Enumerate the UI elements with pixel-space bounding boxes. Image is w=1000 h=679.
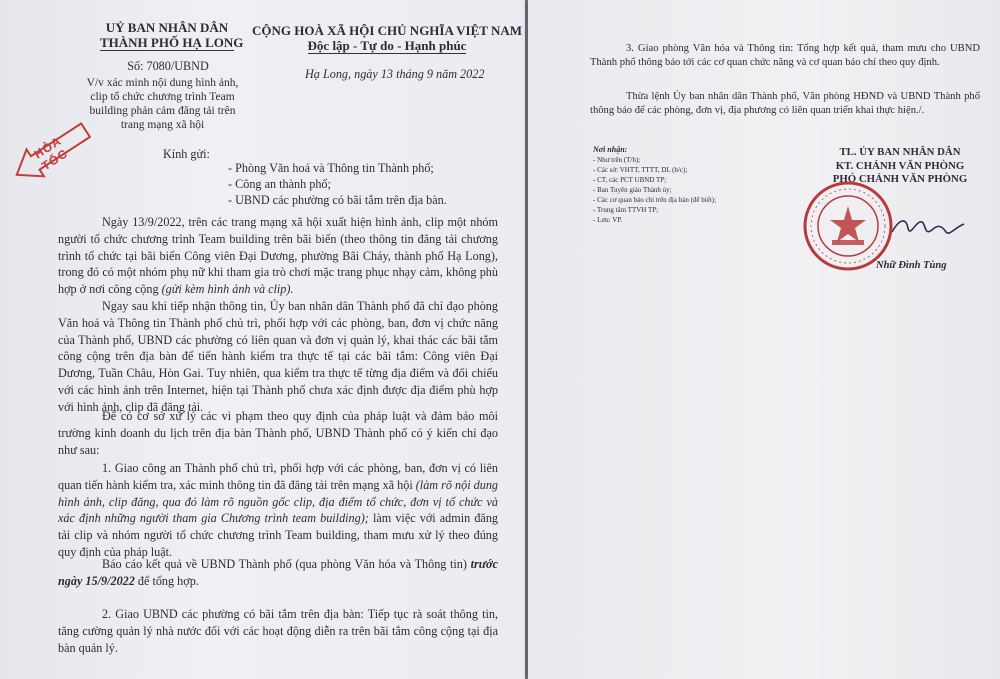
paragraph-8: Thừa lệnh Ủy ban nhân dân Thành phố, Văn phòng HĐND và UBND Thành phố thông báo để các phòng, đơn vị, địa phương có liên quan triển khai thực hiện./. [590, 91, 980, 116]
paragraph-3: Để có cơ sở xử lý các vi phạm theo quy định của pháp luật và đảm bảo môi trường kinh doanh du lịch trên địa bàn Thành phố, UBND Thành phố có ý kiến chỉ đạo như sau: [58, 409, 498, 457]
recipients-item: - Các sở: VHTT, TTTT, DL (b/c); [593, 166, 688, 174]
paragraph-2: Ngay sau khi tiếp nhận thông tin, Ủy ban nhân dân Thành phố đã chỉ đạo phòng Văn hoá và Thông tin Thành phố chủ trì, phối hợp với các phòng, ban, đơn vị chức năng của Thành phố, UBND các phường có liên quan và đơn vị quản lý, khai thác các bãi tắm công cộng trên địa bàn để tiến hành kiểm tra thực tế tại các bãi tắm: Công viên Đại Dương, Tuần Châu, Hòn Gai. Tuy nhiên, qua kiểm tra thực tế từng địa điểm và đối chiếu với các hình ảnh trên Internet, hiện tại Thành phố chưa xác định được địa điểm phù hợp với hình ảnh, clip đã đăng tải. [58, 299, 498, 414]
subject-line: building phản cảm đăng tải trên [89, 105, 236, 117]
recipients-item: - Trung tâm TTVH TP; [593, 206, 659, 214]
signature-line: PHÓ CHÁNH VĂN PHÒNG [832, 173, 968, 185]
place-date: Hạ Long, ngày 13 tháng 9 năm 2022 [305, 67, 485, 81]
recipients-item: - CT, các PCT UBND TP; [593, 176, 667, 184]
paragraph-5: Báo cáo kết quả về UBND Thành phố (qua phòng Văn hóa và Thông tin) trước ngày 15/9/2022 để tổng hợp. [58, 557, 498, 588]
recipient-item: - UBND các phường có bãi tắm trên địa bàn. [228, 193, 447, 207]
recipients-item: - Như trên (T/h); [593, 156, 641, 164]
subject-block [60, 76, 265, 132]
org-name-line1: UỶ BAN NHÂN DÂN [105, 20, 229, 35]
recipients-list [593, 144, 716, 225]
signer-name: Nhữ Đình Tùng [876, 260, 947, 271]
paragraph-4: 1. Giao công an Thành phố chủ trì, phối hợp với các phòng, ban, đơn vị có liên quan tiến hành kiểm tra, xác minh thông tin đã đăng tải trên mạng xã hội (làm rõ nội dung hình ảnh, clip đăng, qua đó làm rõ nguồn gốc clip, địa điểm tổ chức, đơn vị tổ chức và xác định những người tham gia Chương trình team building); làm việc với admin đăng tải clip và nhóm người tổ chức chương trình Team building, tham mưu xử lý theo đúng quy định của pháp luật. [58, 461, 499, 559]
recipients-title: Nơi nhận: [593, 145, 628, 154]
recipients-item: - Lưu: VP. [593, 216, 623, 224]
national-motto: Độc lập - Tự do - Hạnh phúc [307, 38, 467, 53]
subject-line: trang mạng xã hội [120, 119, 205, 131]
national-title: CỘNG HOÀ XÃ HỘI CHỦ NGHĨA VIỆT NAM [252, 23, 523, 38]
document-page-2 [528, 0, 1000, 679]
paragraph-1: Ngày 13/9/2022, trên các trang mạng xã hội xuất hiện hình ảnh, clip một nhóm người tổ chức chương trình Team building trên bãi biển (theo thông tin đăng tải chương trình tổ chức tại bãi biển Công viên Đại Dương, phường Bãi Cháy, thành phố Hạ Long), trong đó có một nhóm phụ nữ khi tham gia trò chơi mặc trang phục nhạy cảm, không phù hợp ở nơi công cộng (gửi kèm hình ảnh và clip). [58, 215, 498, 297]
official-seal-icon [802, 180, 894, 272]
subject-line: V/v xác minh nội dung hình ảnh, [86, 77, 239, 89]
paragraph-7: 3. Giao phòng Văn hóa và Thông tin: Tổng hợp kết quả, tham mưu cho UBND Thành phố thông báo tới các cơ quan chức năng và cơ quan báo chí theo quy định. [590, 43, 980, 68]
org-name-line2: THÀNH PHỐ HẠ LONG [100, 35, 244, 50]
signature-line: TL. ỦY BAN NHÂN DÂN [839, 146, 961, 158]
recipient-item: - Phòng Văn hoá và Thông tin Thành phố; [228, 161, 434, 175]
urgent-stamp [1, 108, 102, 195]
recipient-item: - Công an thành phố; [228, 177, 331, 191]
subject-line: clip tổ chức chương trình Team [90, 91, 235, 103]
kinh-gui-label: Kính gửi: [163, 147, 210, 161]
recipients-item: - Ban Tuyên giáo Thành ủy; [593, 186, 672, 194]
urgent-stamp-text: HỎA TỐC [31, 133, 71, 174]
handwritten-signature [888, 210, 968, 246]
recipients-item: - Các cơ quan báo chí trên địa bàn (để biết); [593, 196, 717, 204]
signature-line: KT. CHÁNH VĂN PHÒNG [835, 159, 965, 172]
paragraph-6: 2. Giao UBND các phường có bãi tắm trên địa bàn: Tiếp tục rà soát thông tin, tăng cường quản lý nhà nước đối với các hoạt động diễn ra trên bãi tắm công cộng tại địa bàn quản lý. [58, 607, 498, 655]
document-number: Số: 7080/UBND [127, 59, 209, 73]
